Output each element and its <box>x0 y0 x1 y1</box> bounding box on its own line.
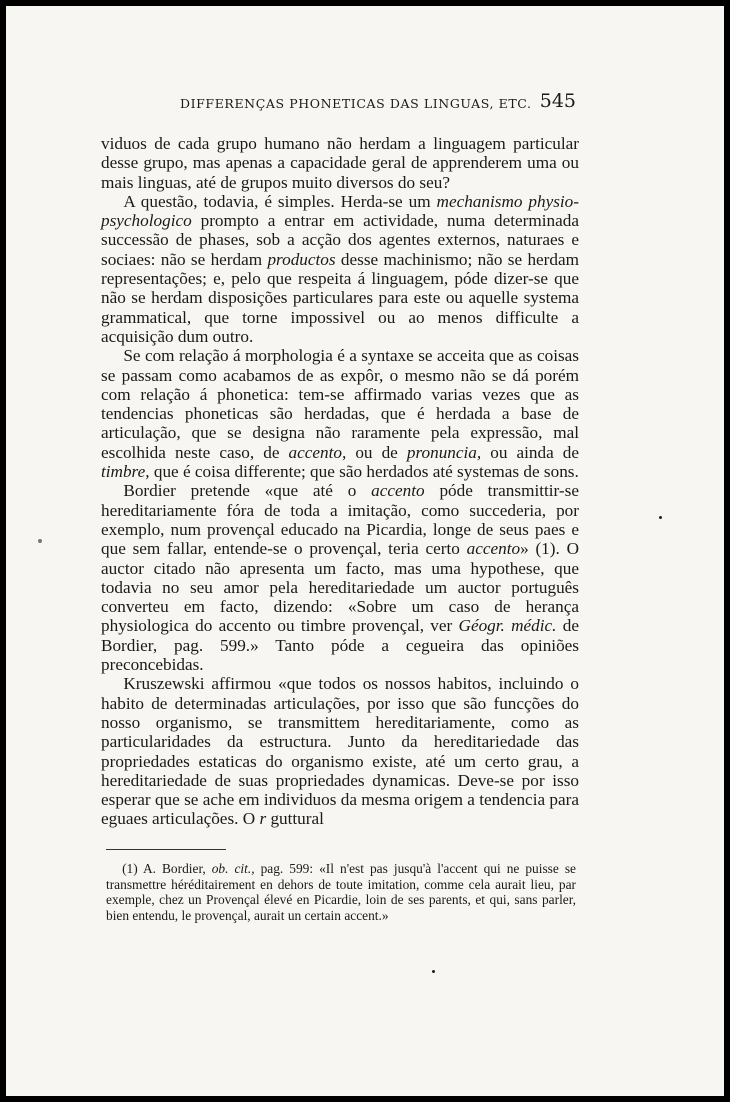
body-text <box>101 134 579 829</box>
book-page <box>6 6 724 1096</box>
italic-text: r <box>259 809 267 829</box>
text-run: A questão, todavia, é simples. Herda-se um <box>123 191 437 211</box>
text-run: ou de <box>346 442 407 462</box>
italic-text: productos <box>267 249 336 269</box>
text-run: (1) A. Bordier, <box>122 861 212 876</box>
italic-text: Géogr. médic. <box>458 616 557 636</box>
text-run: guttural <box>266 809 324 829</box>
text-run: Se com relação á morphologia é a syntaxe se acceita que as coisas se passam como acabamos de as expôr, o mesmo não se dá porém com relação á phonetica: tem-se affirmado varias vezes que as tendencias phoneticas são herdadas, que é herdada a base de articulação, que se designa não raramente pela expressão, mal escolhida neste caso, de <box>101 346 579 462</box>
footnote <box>106 861 576 923</box>
page-speck <box>38 539 42 543</box>
footnote-paragraph <box>106 861 576 923</box>
text-run: desse machinismo; não se herdam representações; e, pelo que respeita á linguagem, póde dizer-se que não se herdam disposições particulares para este ou aquelle systema grammatical, que torne impossivel ou ao menos difficulte a acquisição dum outro. <box>101 249 579 346</box>
page-number: 545 <box>539 90 576 112</box>
text-run: póde transmittir-se hereditariamente fóra de toda a imitação, como succederia, por exemplo, num provençal educado na Picardia, longe de seus paes e que sem fallar, entende-se o provençal, teria certo <box>101 481 579 559</box>
italic-text: mechanismo physio-psychologico <box>101 191 579 231</box>
page-speck <box>659 516 662 519</box>
paragraph <box>101 481 579 674</box>
footnote-rule <box>106 849 226 850</box>
page-speck <box>432 970 435 973</box>
italic-text: timbre, <box>101 462 150 482</box>
italic-text: accento, <box>288 442 347 462</box>
italic-text: accento <box>466 539 521 559</box>
paragraph <box>101 134 579 192</box>
text-run: Bordier pretende «que até o <box>123 481 372 501</box>
text-run: viduos de cada grupo humano não herdam a linguagem particular desse grupo, mas apenas a capacidade geral de apprenderem uma ou mais linguas, até de grupos muito diversos do seu? <box>101 134 579 192</box>
italic-text: accento <box>371 481 425 501</box>
italic-text: pronuncia, <box>406 442 482 462</box>
text-run: » (1). O auctor citado não apresenta um facto, mas uma hypothese, que todavia no seu amor pela hereditariedade um auctor português converteu em facto, dizendo: «Sobre um caso de herança physiologica do accento ou timbre provençal, ver <box>101 539 579 636</box>
text-run: pag. 599: «Il n'est pas jusqu'à l'accent qui ne puisse se transmettre héréditairement en dehors de toute imitation, comme cela aurait lieu, par exemple, chez un Provençal élevé en Picardie, loin de ses parents, et qui, sans parler, bien entendu, le provençal, aurait un certain accent.» <box>106 861 576 923</box>
paragraph <box>101 192 579 346</box>
page-header <box>106 90 576 120</box>
text-run: Kruszewski affirmou «que todos os nossos habitos, incluindo o habito de determinadas articulações, por isso que são funcções do nosso organismo, se transmittem hereditariamente, como as particularidades da estructura. Junto da hereditariedade das propriedades estaticas do organismo existe, até um certo grau, a hereditariedade de suas propriedades dynamicas. Deve-se por isso esperar que se ache em individuos da mesma origem a tendencia para eguaes articulações. O <box>101 674 579 829</box>
running-title: DIFFERENÇAS PHONETICAS DAS LINGUAS, ETC. <box>180 96 532 111</box>
paragraph <box>101 674 579 828</box>
paragraph <box>101 346 579 481</box>
text-run: prompto a entrar em actividade, numa determinada successão de phases, sob a acção dos agentes externos, naturaes e sociaes: não se herdam <box>101 211 579 269</box>
text-run: de Bordier, pag. 599.» Tanto póde a cegueira das opiniões preconcebidas. <box>101 616 579 675</box>
italic-text: ob. cit., <box>211 861 255 876</box>
text-run: que é coisa differente; que são herdados até systemas de sons. <box>149 462 579 482</box>
text-run: ou ainda de <box>481 442 579 462</box>
